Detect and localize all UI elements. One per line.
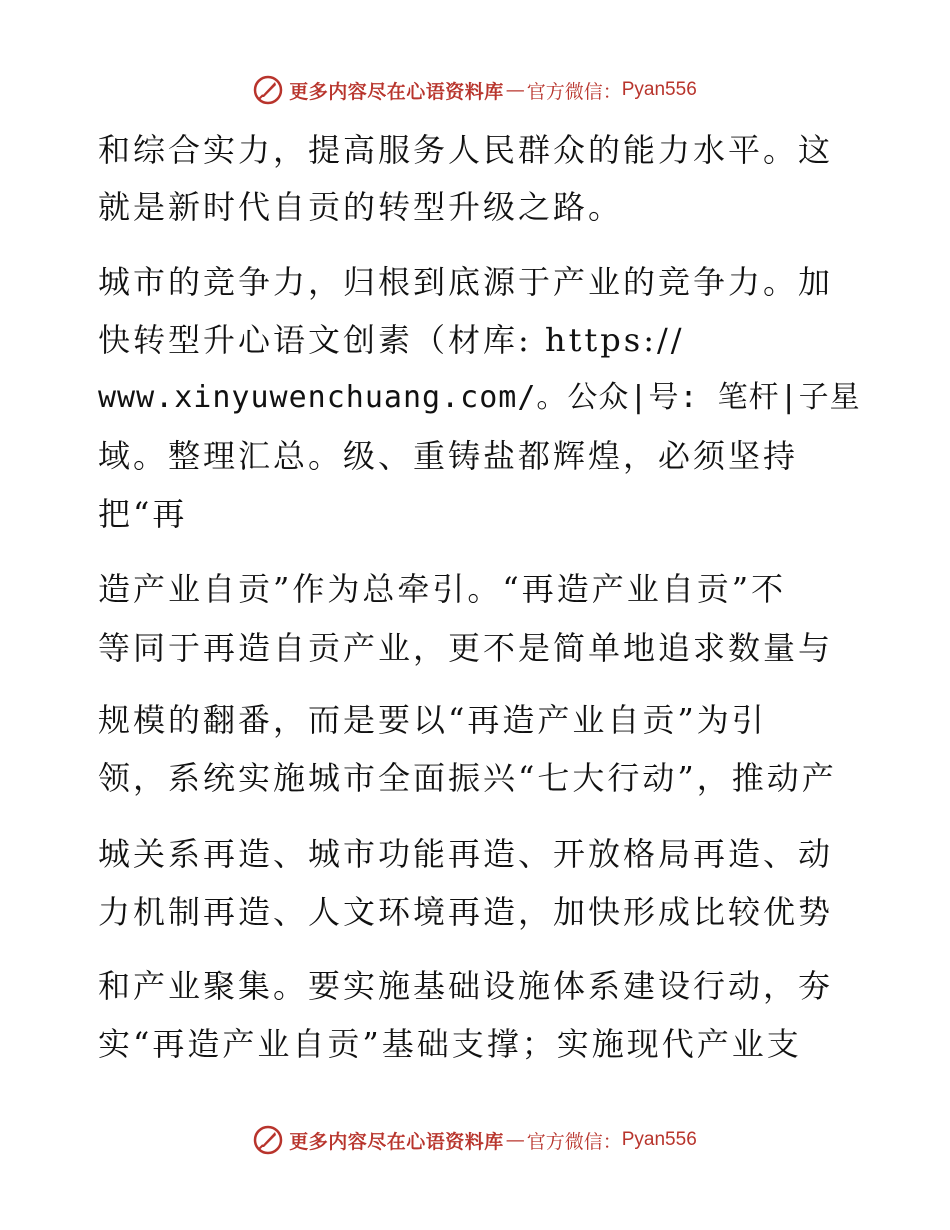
body-line: 城市的竞争力，归根到底源于产业的竞争力。加: [98, 263, 834, 301]
body-line: 规模的翻番，而是要以“再造产业自贡”为引: [98, 701, 767, 739]
banner-wechat-handle: Pyan556: [621, 1129, 697, 1150]
footer-banner: [0, 1120, 950, 1160]
body-line: 和综合实力，提高服务人民群众的能力水平。这: [98, 131, 834, 169]
banner-title: 更多内容尽在心语资料库: [289, 80, 504, 103]
quill-pen-logo-icon: [253, 75, 283, 105]
body-line: 和产业聚集。要实施基础设施体系建设行动，夯: [98, 967, 834, 1005]
quill-pen-logo-icon: [253, 1125, 283, 1155]
body-line: 力机制再造、人文环境再造，加快形成比较优势: [98, 893, 834, 931]
body-line: 快转型升心语文创素（材库: https://: [98, 321, 685, 359]
body-line: 领，系统实施城市全面振兴“七大行动”，推动产: [98, 759, 837, 797]
banner-dash: —: [505, 1129, 525, 1151]
body-line: 域。整理汇总。级、重铸盐都辉煌，必须坚持: [98, 437, 799, 475]
banner-dash: —: [505, 79, 525, 101]
body-line: 实“再造产业自贡”基础支撑；实施现代产业支: [98, 1025, 802, 1063]
banner-title: 更多内容尽在心语资料库: [289, 1130, 504, 1153]
body-line: 等同于再造自贡产业，更不是简单地追求数量与: [98, 629, 834, 667]
banner-wechat-label: 官方微信：: [526, 1130, 622, 1153]
body-line: 造产业自贡”作为总牵引。“再造产业自贡”不: [98, 570, 787, 608]
body-line: 就是新时代自贡的转型升级之路。: [98, 188, 624, 226]
banner-wechat-handle: Pyan556: [621, 79, 697, 100]
body-line: 把“再: [98, 495, 188, 533]
banner-wechat-label: 官方微信：: [526, 80, 622, 103]
header-banner: [0, 70, 950, 110]
body-line: www.xinyuwenchuang.com/。公众|号: 笔杆|子星: [98, 380, 861, 415]
body-line: 城关系再造、城市功能再造、开放格局再造、动: [98, 835, 834, 873]
